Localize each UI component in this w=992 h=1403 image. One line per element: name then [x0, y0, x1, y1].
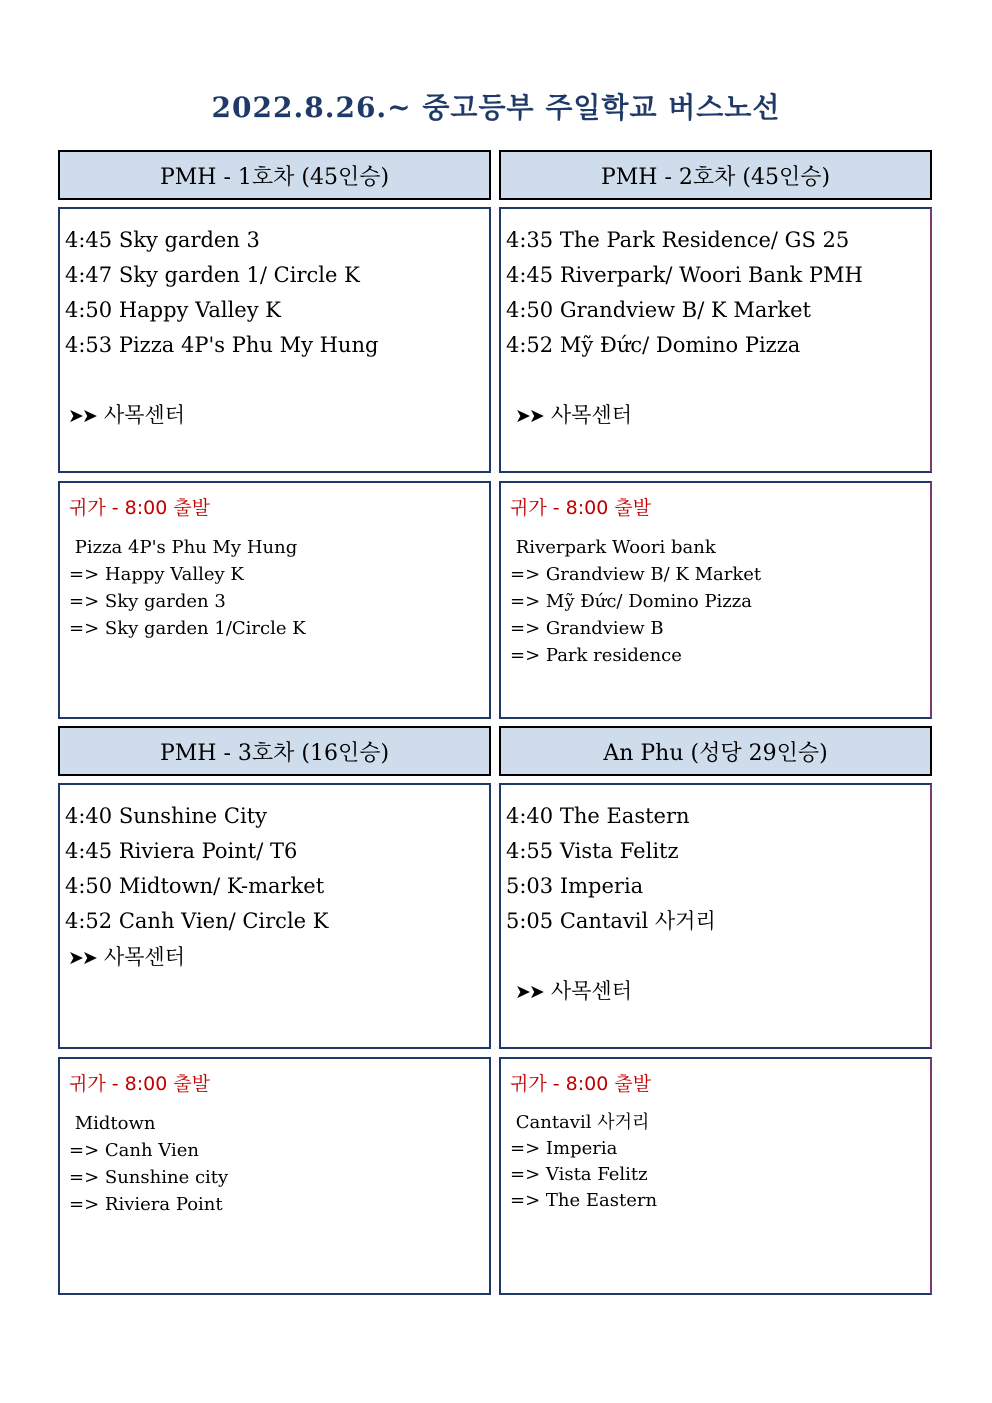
return-line: => Sky garden 1/Circle K	[69, 618, 306, 639]
return-line: Cantavil 사거리	[510, 1112, 650, 1133]
page-title: 2022.8.26.~ 중고등부 주일학교 버스노선	[211, 91, 781, 124]
stop-item: 5:03 Imperia	[506, 874, 644, 898]
return-header: 귀가 - 8:00 출발	[69, 497, 211, 519]
route-1-stops-panel	[58, 207, 491, 473]
route-4-stops-panel	[499, 783, 932, 1049]
stop-item: 4:53 Pizza 4P's Phu My Hung	[65, 333, 379, 357]
stop-item: 4:55 Vista Felitz	[506, 839, 679, 863]
double-arrow-icon: ➤➤	[515, 981, 543, 1003]
route-4-header: An Phu (성당 29인승)	[499, 726, 932, 776]
return-line: => Canh Vien	[69, 1140, 199, 1161]
stop-list	[60, 785, 489, 939]
route-4-return-panel	[499, 1057, 932, 1295]
stop-list	[501, 209, 930, 363]
destination-label: 사목센터	[550, 979, 632, 1003]
destination	[60, 941, 489, 971]
stop-item: 4:52 Canh Vien/ Circle K	[65, 909, 329, 933]
route-2-header: PMH - 2호차 (45인승)	[499, 150, 932, 200]
stop-item: 4:45 Riverpark/ Woori Bank PMH	[506, 263, 863, 287]
return-line: => Mỹ Đức/ Domino Pizza	[510, 591, 753, 612]
return-line: => Imperia	[510, 1138, 618, 1159]
return-line: => Vista Felitz	[510, 1164, 648, 1185]
stop-list	[60, 209, 489, 363]
destination-label: 사목센터	[103, 945, 185, 969]
destination-label: 사목센터	[103, 403, 185, 427]
route-1-return-panel	[58, 481, 491, 719]
return-line: => Riviera Point	[69, 1194, 223, 1215]
route-3-stops-panel	[58, 783, 491, 1049]
return-line: => Sky garden 3	[69, 591, 226, 612]
route-2-return-panel	[499, 481, 932, 719]
return-line: => Grandview B/ K Market	[510, 564, 762, 585]
stop-item: 4:40 Sunshine City	[65, 804, 268, 828]
stop-item: 4:50 Grandview B/ K Market	[506, 298, 811, 322]
stop-item: 4:35 The Park Residence/ GS 25	[506, 228, 850, 252]
stop-item: 4:45 Riviera Point/ T6	[65, 839, 298, 863]
route-3-return-panel	[58, 1057, 491, 1295]
stop-item: 4:40 The Eastern	[506, 804, 690, 828]
return-header: 귀가 - 8:00 출발	[510, 1073, 652, 1095]
return-line: Riverpark Woori bank	[510, 537, 716, 558]
stop-item: 4:50 Midtown/ K-market	[65, 874, 325, 898]
stop-item: 4:47 Sky garden 1/ Circle K	[65, 263, 360, 287]
double-arrow-icon: ➤➤	[515, 405, 543, 427]
return-line: => Park residence	[510, 645, 682, 666]
return-line: => Grandview B	[510, 618, 664, 639]
stop-item: 4:50 Happy Valley K	[65, 298, 281, 322]
route-2-stops-panel	[499, 207, 932, 473]
stop-item: 5:05 Cantavil 사거리	[506, 909, 716, 933]
double-arrow-icon: ➤➤	[68, 947, 96, 969]
destination	[60, 399, 489, 429]
stop-list	[501, 785, 930, 939]
return-line: Pizza 4P's Phu My Hung	[69, 537, 298, 558]
destination	[501, 975, 930, 1005]
double-arrow-icon: ➤➤	[68, 405, 96, 427]
return-header: 귀가 - 8:00 출발	[69, 1073, 211, 1095]
return-header: 귀가 - 8:00 출발	[510, 497, 652, 519]
return-line: => Happy Valley K	[69, 564, 244, 585]
route-1-header: PMH - 1호차 (45인승)	[58, 150, 491, 200]
return-line: => The Eastern	[510, 1190, 658, 1211]
return-line: Midtown	[69, 1113, 156, 1134]
route-3-header: PMH - 3호차 (16인승)	[58, 726, 491, 776]
return-line: => Sunshine city	[69, 1167, 229, 1188]
destination	[501, 399, 930, 429]
stop-item: 4:52 Mỹ Đức/ Domino Pizza	[506, 333, 801, 357]
stop-item: 4:45 Sky garden 3	[65, 228, 260, 252]
destination-label: 사목센터	[550, 403, 632, 427]
